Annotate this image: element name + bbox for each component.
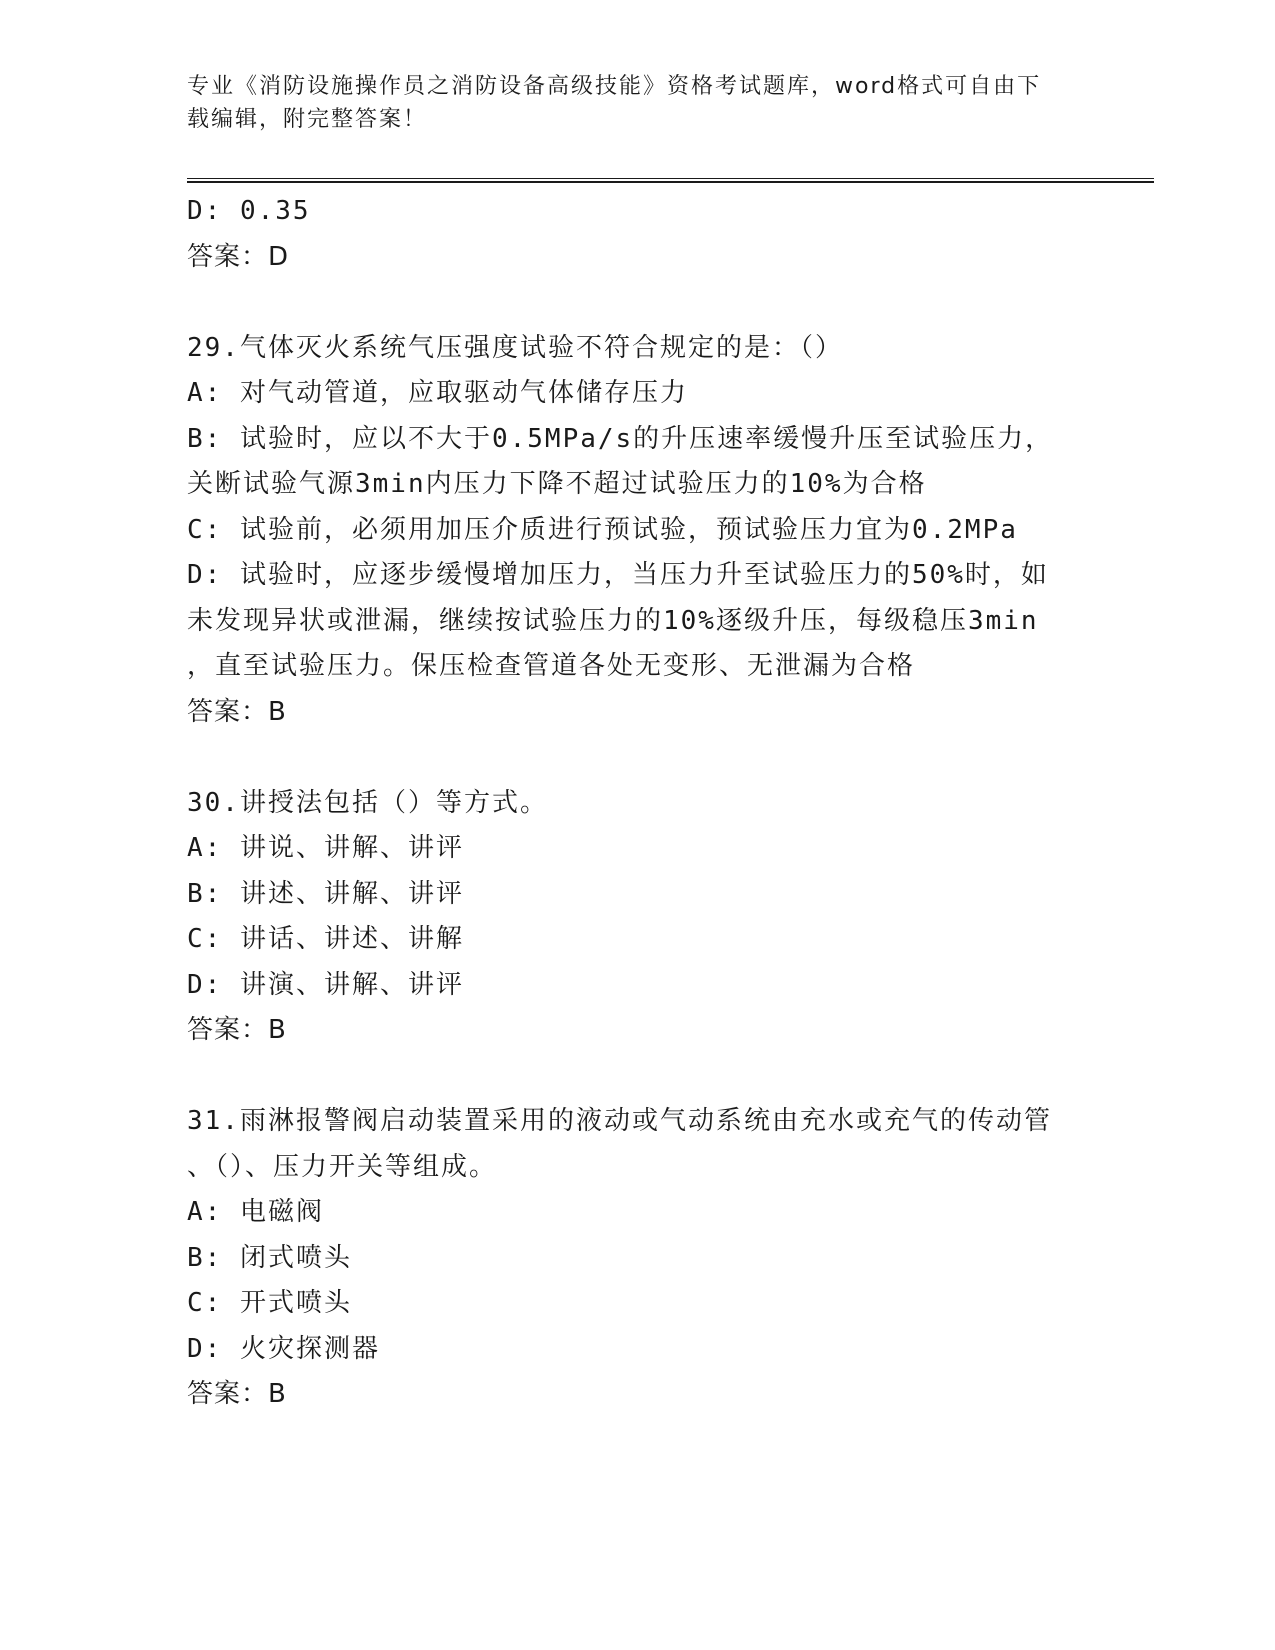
option-d: D: 试验时，应逐步缓慢增加压力，当压力升至试验压力的50%时，如 (187, 560, 1049, 590)
option-c: C: 开式喷头 (187, 1288, 352, 1318)
option-d-continued: 未发现异状或泄漏，继续按试验压力的10%逐级升压，每级稳压3min (187, 605, 1039, 636)
option-b-continued: 关断试验气源3min内压力下降不超过试验压力的10%为合格 (187, 469, 927, 499)
document-header (187, 70, 1067, 136)
question-text-continued: 、（）、压力开关等组成。 (187, 1151, 498, 1182)
option-b: B: 讲述、讲解、讲评 (187, 878, 464, 909)
spacer (187, 735, 1087, 781)
header-rule-thin (187, 178, 1154, 179)
option-d: D: 讲演、讲解、讲评 (187, 969, 464, 1000)
header-rule-thick (187, 181, 1154, 183)
header-line-2: 载编辑，附完整答案！ (187, 107, 428, 132)
spacer (187, 280, 1087, 326)
question-31 (187, 1099, 1087, 1418)
question-text: 30.讲授法包括（）等方式。 (187, 787, 548, 818)
question-text: 29.气体灭火系统气压强度试验不符合规定的是：（） (187, 332, 843, 363)
question-28-tail (187, 189, 1087, 280)
answer-line: 答案：B (187, 1379, 287, 1409)
option-c: C: 讲话、讲述、讲解 (187, 924, 464, 954)
option-c: C: 试验前，必须用加压介质进行预试验，预试验压力宜为0.2MPa (187, 514, 1018, 545)
option-d: D: 火灾探测器 (187, 1333, 380, 1364)
answer-line: 答案：B (187, 1015, 287, 1045)
document-body (187, 189, 1087, 1418)
question-29 (187, 326, 1087, 736)
spacer (187, 1054, 1087, 1100)
question-text: 31.雨淋报警阀启动装置采用的液动或气动系统由充水或充气的传动管 (187, 1106, 1052, 1136)
answer-line: 答案：D (187, 241, 290, 272)
question-30 (187, 781, 1087, 1054)
option-d: D: 0.35 (187, 196, 311, 226)
option-a: A: 对气动管道，应取驱动气体储存压力 (187, 378, 688, 408)
option-b: B: 闭式喷头 (187, 1242, 352, 1273)
option-b: B: 试验时，应以不大于0.5MPa/s的升压速率缓慢升压至试验压力， (187, 423, 1054, 454)
option-a: A: 电磁阀 (187, 1197, 324, 1227)
answer-line: 答案：B (187, 696, 287, 727)
option-a: A: 讲说、讲解、讲评 (187, 833, 464, 863)
option-d-continued: ，直至试验压力。保压检查管道各处无变形、无泄漏为合格 (187, 651, 916, 681)
header-line-1: 专业《消防设施操作员之消防设备高级技能》资格考试题库，word格式可自由下 (187, 74, 1042, 99)
